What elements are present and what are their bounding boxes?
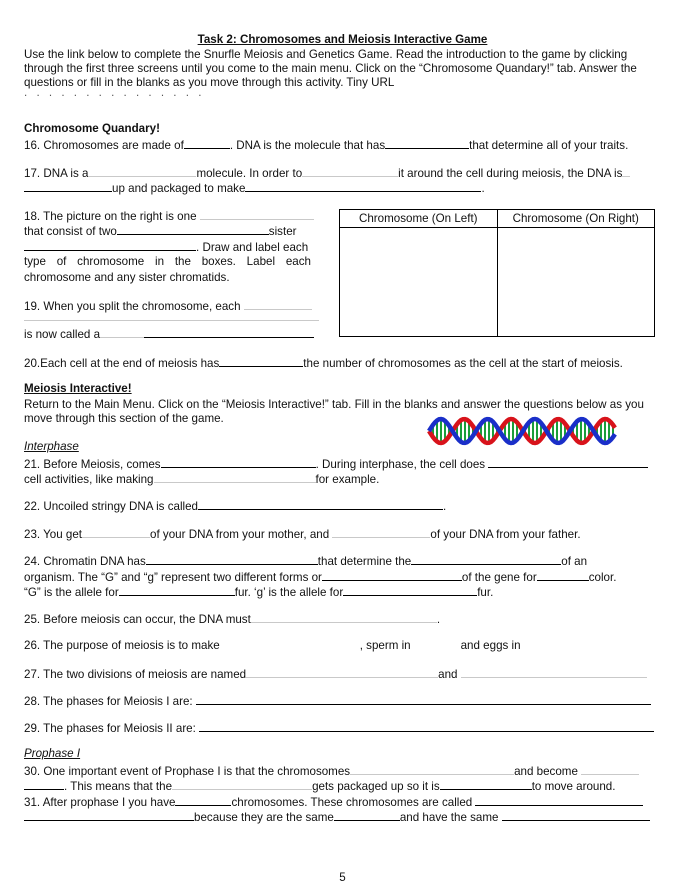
blank-24e[interactable] <box>119 584 235 596</box>
question-24-line1: 24. Chromatin DNA has that determine the of an <box>24 555 588 568</box>
blank-18c[interactable] <box>24 239 196 251</box>
blank-19a[interactable] <box>244 298 312 310</box>
meiosis-intro-paragraph: Return to the Main Menu. Click on the “Meiosis Interactive!” tab. Fill in the blanks and answer the questions below as you move through this section of the game. <box>24 398 644 425</box>
question-17-line2: up and packaged to make . <box>24 180 485 196</box>
blank-27b[interactable] <box>461 666 647 678</box>
question-22: 22. Uncoiled stringy DNA is called . <box>24 500 447 513</box>
page-number: 5 <box>339 871 346 884</box>
blank-30d[interactable] <box>172 778 312 790</box>
blank-30c[interactable] <box>24 778 64 790</box>
question-18-line2: that consist of two sister <box>24 225 297 238</box>
question-27: 27. The two divisions of meiosis are named and <box>24 666 647 682</box>
blank-30b[interactable] <box>581 763 639 775</box>
blank-30e[interactable] <box>440 778 532 790</box>
subsection-prophase-1: Prophase I <box>24 747 81 760</box>
blank-21a[interactable] <box>161 456 316 468</box>
blank-23a[interactable] <box>82 526 150 538</box>
blank-25[interactable] <box>251 611 437 623</box>
drawing-box-left[interactable] <box>340 228 498 337</box>
question-18-line4: type of chromosome in the boxes. Label each <box>24 255 311 268</box>
blank-21b[interactable] <box>488 456 648 468</box>
blank-20[interactable] <box>219 355 303 367</box>
blank-30a[interactable] <box>350 763 514 775</box>
blank-17b[interactable] <box>302 165 398 177</box>
dna-helix-image <box>427 415 617 447</box>
question-25: 25. Before meiosis can occur, the DNA must . <box>24 613 441 626</box>
table-header-right: Chromosome (On Right) <box>497 210 655 228</box>
blank-16b[interactable] <box>385 137 469 149</box>
question-19-line1: 19. When you split the chromosome, each <box>24 298 312 314</box>
blank-31d[interactable] <box>334 809 400 821</box>
blank-31a[interactable] <box>175 794 231 806</box>
intro-paragraph: Use the link below to complete the Snurfle Meiosis and Genetics Game. Read the introduction to the game by clicking through the first three screens until you come to the main menu. Click on the “Chromosome Quandary!” tab. Answer the questions or fill in the blanks as you move through this activity. Tiny URL <box>24 48 637 89</box>
blank-24d[interactable] <box>537 569 589 581</box>
question-18-line3: . Draw and label each <box>24 239 308 255</box>
blank-16a[interactable] <box>184 137 230 149</box>
question-17-line1: 17. DNA is a molecule. In order to it around the cell during meiosis, the DNA is <box>24 165 630 181</box>
question-30-line2: . This means that the gets packaged up so it is to move around. <box>24 778 615 794</box>
question-24-line2: organism. The “G” and “g” represent two different forms or of the gene for color. <box>24 571 617 584</box>
drawing-box-right[interactable] <box>497 228 655 337</box>
section-meiosis-interactive: Meiosis Interactive! <box>24 382 132 395</box>
question-29: 29. The phases for Meiosis II are: <box>24 720 654 736</box>
question-30-line1: 30. One important event of Prophase I is that the chromosomes and become <box>24 763 639 779</box>
blank-19b[interactable] <box>100 326 144 338</box>
question-24-line3: “G” is the allele for fur. ‘g’ is the allele for fur. <box>24 586 494 599</box>
question-23: 23. You get of your DNA from your mother, and of your DNA from your father. <box>24 528 581 541</box>
question-18-line5: chromosome and any sister chromatids. <box>24 271 230 284</box>
blank-18b[interactable] <box>117 223 269 235</box>
question-16: 16. Chromosomes are made of . DNA is the molecule that has that determine all of your traits. <box>24 139 629 152</box>
subsection-interphase: Interphase <box>24 440 79 453</box>
question-31-line1: 31. After prophase I you have chromosomes. These chromosomes are called <box>24 794 643 810</box>
question-19-line2: is now called a <box>24 326 314 342</box>
blank-28[interactable] <box>196 693 651 705</box>
blank-22[interactable] <box>198 498 443 510</box>
blank-17c[interactable] <box>622 165 630 177</box>
blank-24c[interactable] <box>322 569 462 581</box>
blank-31b[interactable] <box>475 794 643 806</box>
blank-17a[interactable] <box>88 165 196 177</box>
section-chromosome-quandary: Chromosome Quandary! <box>24 122 160 135</box>
blank-31c[interactable] <box>24 809 194 821</box>
question-26: 26. The purpose of meiosis is to make , sperm in and eggs in <box>24 639 521 652</box>
blank-24b[interactable] <box>411 553 561 565</box>
question-31-line2: because they are the same and have the same <box>24 809 650 825</box>
intro-cutoff-line: . . . . . . . . . . . . . . . <box>24 90 205 98</box>
blank-27a[interactable] <box>246 666 438 678</box>
blank-21c[interactable] <box>154 471 316 483</box>
page-title: Task 2: Chromosomes and Meiosis Interactive Game <box>197 33 488 46</box>
blank-23b[interactable] <box>332 526 430 538</box>
question-21-line2: cell activities, like making for example. <box>24 473 380 486</box>
blank-24f[interactable] <box>343 584 477 596</box>
question-20: 20.Each cell at the end of meiosis has the number of chromosomes as the cell at the start of meiosis. <box>24 357 623 370</box>
table-header-left: Chromosome (On Left) <box>340 210 498 228</box>
blank-19-line[interactable] <box>24 312 319 321</box>
blank-17e[interactable] <box>245 180 481 192</box>
blank-17d[interactable] <box>24 180 112 192</box>
question-18-line1: 18. The picture on the right is one <box>24 208 314 224</box>
blank-31e[interactable] <box>502 809 650 821</box>
blank-19c[interactable] <box>144 326 314 338</box>
question-21-line1: 21. Before Meiosis, comes . During interphase, the cell does <box>24 456 648 472</box>
blank-29[interactable] <box>199 720 654 732</box>
chromosome-drawing-table <box>339 209 655 337</box>
question-28: 28. The phases for Meiosis I are: <box>24 693 651 709</box>
blank-24a[interactable] <box>146 553 318 565</box>
blank-18a[interactable] <box>200 208 314 220</box>
